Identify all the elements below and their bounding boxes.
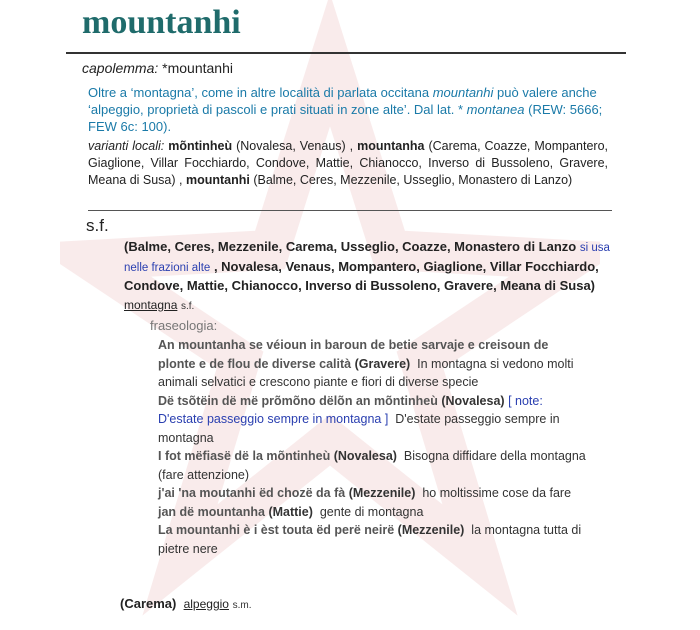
phrase-item <box>158 503 588 522</box>
local-variants <box>88 138 608 189</box>
phrase-italian: la montagna tutta di pietre nere <box>158 523 582 556</box>
grammar-tag: s.f. <box>181 300 195 312</box>
phrase-item <box>158 521 588 558</box>
variant-form: mountanha <box>357 139 425 153</box>
etymology <box>88 84 608 135</box>
phrase-item <box>158 447 588 484</box>
sense-places: , Novalesa, Venaus, Mompantero, Giaglione, Villar Focchiardo, Condove, Mattie, Chianocco, Inverso di Bussoleno, Gravere, Meana di Susa) <box>124 258 599 293</box>
phraseology-list <box>158 336 588 558</box>
variants-label: varianti locali: <box>88 139 165 153</box>
phrase-locality: (Novalesa) <box>333 449 397 463</box>
translation-link[interactable]: montagna <box>124 297 178 312</box>
etymology-word: mountanhi <box>432 85 494 100</box>
variant-form: mountanhi <box>185 173 250 187</box>
divider <box>88 210 612 211</box>
variant-places: (Carema, Coazze, Mompantero, Giaglione, Villar Focchiardo, Condove, Mattie, Chianocco, Inverso di Bussoleno, Gravere, Meana di Susa) , <box>88 139 608 187</box>
phrase-dialect: I fot mëfiasë dë la mõntinheù <box>158 449 331 463</box>
phrase-dialect: La mountanhi è i èst touta ëd perë neirë <box>158 523 395 537</box>
lemma-label: capolemma: <box>82 60 159 76</box>
variant-places: (Balme, Ceres, Mezzenile, Usseglio, Monastero di Lanzo) <box>249 173 573 187</box>
phrase-dialect: jan dë mountanha <box>158 504 265 519</box>
etymology-latin: montanea <box>466 102 525 117</box>
variant-places: (Novalesa, Venaus) , <box>232 139 358 153</box>
phrase-locality: (Novalesa) <box>441 393 505 408</box>
etymology-text: (REW: 5666; FEW 6c: 100). <box>88 102 603 134</box>
divider <box>66 52 626 54</box>
sense-places: (Balme, Ceres, Mezzenile, Carema, Usseglio, Coazze, Monastero di Lanzo <box>124 239 577 254</box>
sense-places: (Carema) <box>120 596 177 611</box>
phrase-italian: gente di montagna <box>319 504 424 519</box>
phrase-italian: Bisogna diffidare della montagna (fare attenzione) <box>158 449 586 482</box>
lemma-line <box>82 60 233 76</box>
usage-note: si usa nelle frazioni alte <box>124 242 610 274</box>
etymology-text: Oltre a ‘montagna’, come in altre località di parlata occitana <box>88 85 433 100</box>
phrase-locality: (Gravere) <box>354 356 411 371</box>
translation-link[interactable]: alpeggio <box>183 597 229 611</box>
phrase-item <box>158 392 588 448</box>
phrase-locality: (Mezzenile) <box>397 523 465 537</box>
variant-form: mõntinheù <box>168 139 233 153</box>
phrase-dialect: j'ai 'na moutanhi ëd chozë da fà <box>158 486 346 500</box>
phrase-note: [ note: D'estate passeggio sempre in montagna ] <box>158 393 543 426</box>
sense-1 <box>124 238 610 316</box>
phrase-locality: (Mezzenile) <box>348 486 416 500</box>
part-of-speech: s.f. <box>86 216 109 235</box>
headword-title: mountanhi <box>82 4 241 41</box>
phrase-dialect: Dë tsõtëin dë më prõmõno dëlõn an mõntinheù <box>158 393 438 408</box>
lemma-value: *mountanhi <box>162 60 233 76</box>
phrase-italian: ho moltissime cose da fare <box>422 486 572 500</box>
phrase-locality: (Mattie) <box>268 504 313 519</box>
phrase-item <box>158 484 588 503</box>
phraseology-label: fraseologia: <box>150 318 218 333</box>
grammar-tag: s.m. <box>232 600 252 611</box>
phrase-italian: D'estate passeggio sempre in montagna <box>158 412 560 445</box>
sense-2 <box>120 596 251 611</box>
etymology-text: può valere anche ‘alpeggio, proprietà di pascoli e prati situati in zone alte’. Dal lat. * <box>88 85 597 117</box>
phrase-italian: In montagna si vedono molti animali selvatici e crescono piante e fiori di diverse specie <box>158 356 574 389</box>
phrase-dialect: An mountanha se véioun in baroun de betie sarvaje e creisoun de plonte e de flou de diverse calità <box>158 338 549 371</box>
phrase-item <box>158 336 588 392</box>
